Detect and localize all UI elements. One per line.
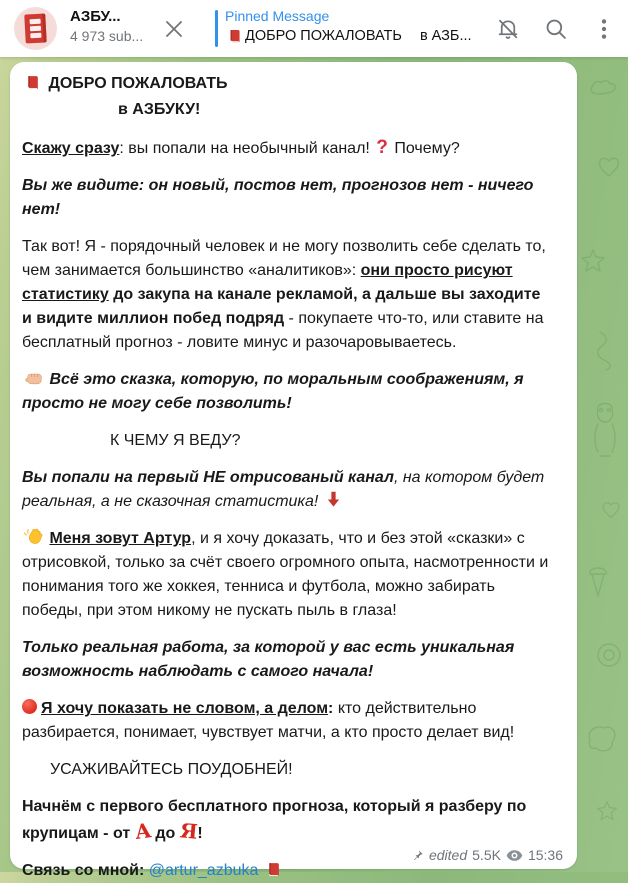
pinned-label: Pinned Message: [225, 8, 330, 24]
text-segment: :: [328, 700, 338, 717]
red-circle-icon: [22, 699, 37, 714]
text-segment: , на котором будет реальная, а не сказочная статистика!: [22, 469, 545, 510]
message-paragraph: [22, 71, 551, 123]
text-segment: Почему?: [389, 140, 460, 157]
views-eye-icon: [506, 849, 523, 862]
pin-icon: [411, 849, 424, 862]
message-paragraph: [22, 795, 551, 846]
message-paragraph: [22, 235, 551, 355]
message-paragraph: [22, 368, 551, 416]
red-book-icon: [24, 74, 42, 91]
red-book-icon: [265, 861, 283, 878]
avatar-book-logo: [24, 13, 46, 43]
doodle-swirl: [592, 330, 622, 370]
subscriber-count: 4 973 sub...: [70, 28, 144, 44]
text-segment: до: [150, 825, 180, 842]
fist-icon: [24, 370, 43, 387]
red-letter-a-icon: А: [133, 818, 153, 844]
chat-header: [0, 0, 628, 57]
text-segment: они просто рисуют статистику: [22, 262, 513, 303]
text-segment: Всё это сказка, которую, по моральным соображениям, я просто не могу себе позволить!: [22, 371, 524, 412]
text-segment: УСАЖИВАЙТЕСЬ ПОУДОБНЕЙ!: [50, 761, 293, 778]
more-menu-icon[interactable]: [591, 16, 617, 42]
doodle-blob: [584, 720, 620, 756]
text-segment: Только реальная работа, за которой у вас есть уникальная возможность наблюдать с самого начала!: [22, 639, 515, 680]
doodle-heart: [596, 155, 622, 179]
contact-link[interactable]: @artur_azbuka: [148, 862, 259, 879]
message-time: 15:36: [527, 847, 563, 863]
close-icon[interactable]: [162, 17, 186, 41]
search-icon[interactable]: [543, 16, 569, 42]
doodle-creature: [588, 400, 622, 460]
text-segment: Меня зовут Артур: [49, 530, 192, 547]
text-segment: К ЧЕМУ Я ВЕДУ?: [110, 432, 241, 449]
message-paragraph: [22, 636, 551, 684]
welcome-title-line2: в АЗБУКУ!: [118, 101, 201, 118]
doodle-icecream: [586, 560, 610, 600]
message-paragraph: [22, 136, 551, 161]
doodle-star-2: [596, 800, 618, 822]
views-count: 5.5K: [472, 847, 501, 863]
text-segment: - покупаете что-то, или ставите на бесплатный прогноз - ловите минус и разочаровываетесь.: [22, 310, 544, 351]
pinned-message-banner[interactable]: [215, 8, 475, 44]
pinned-message-bubble: [10, 62, 577, 879]
pinned-preview-main: ДОБРО ПОЖАЛОВАТЬ: [245, 28, 402, 44]
text-segment: : вы попали на необычный канал!: [119, 140, 375, 157]
message-paragraph: [22, 429, 551, 453]
text-segment: Связь со мной:: [22, 862, 149, 879]
edited-label: edited: [428, 847, 468, 863]
text-segment: Вы попали на первый НЕ отрисованый канал: [22, 469, 394, 486]
message-paragraph: [22, 697, 551, 745]
message-paragraph: [22, 174, 551, 222]
welcome-title-line1: ДОБРО ПОЖАЛОВАТЬ: [48, 75, 228, 92]
text-segment: Я хочу показать не словом, а делом: [41, 700, 329, 717]
text-segment: до закупа на канале рекламой, а дальше вы заходите и видите миллион побед подряд: [22, 286, 541, 327]
message-meta: [411, 847, 563, 863]
message-paragraph: [22, 758, 551, 782]
doodle-circle: [594, 640, 624, 670]
channel-avatar[interactable]: [14, 7, 57, 50]
wave-hand-icon: [24, 527, 43, 546]
red-book-icon: [227, 28, 243, 44]
text-segment: Скажу сразу: [22, 140, 120, 157]
red-question-icon: ?: [376, 137, 388, 158]
text-segment: Вы же видите: он новый, постов нет, прогнозов нет - ничего нет!: [22, 177, 534, 218]
red-down-arrow-icon: [325, 490, 342, 509]
red-letter-ya-icon: Я: [178, 818, 199, 844]
text-segment: кто действительно разбирается, понимает, чувствует матчи, а кто просто делает вид!: [22, 700, 515, 741]
doodle-star: [580, 248, 606, 274]
text-segment: !: [197, 825, 203, 842]
doodle-cloud: [588, 75, 624, 101]
text-segment: Начнём с первого бесплатного прогноза, который я разберу по крупицам - от: [22, 798, 527, 842]
pinned-preview: [225, 28, 475, 44]
text-segment: , и я хочу доказать, что и без этой «сказки» с отрисовкой, только за счёт своего огромного опыта, насмотренности и понимания того же хоккея, тенниса и футбола, можно забирать победы, при этом никому не пускать пыль в глаза!: [22, 530, 549, 619]
message-paragraph: [22, 466, 551, 514]
muted-bell-icon[interactable]: [495, 16, 521, 42]
doodle-heart-2: [600, 500, 622, 520]
text-segment: Так вот! Я - порядочный человек и не могу позволить себе сделать то, чем занимается большинство «аналитиков»:: [22, 238, 546, 279]
channel-title: АЗБУ...: [70, 8, 121, 25]
channel-info[interactable]: [70, 8, 162, 44]
pinned-accent-bar: [215, 10, 218, 47]
pinned-preview-suffix: в АЗБ...: [419, 28, 472, 44]
message-paragraph: [22, 527, 551, 623]
